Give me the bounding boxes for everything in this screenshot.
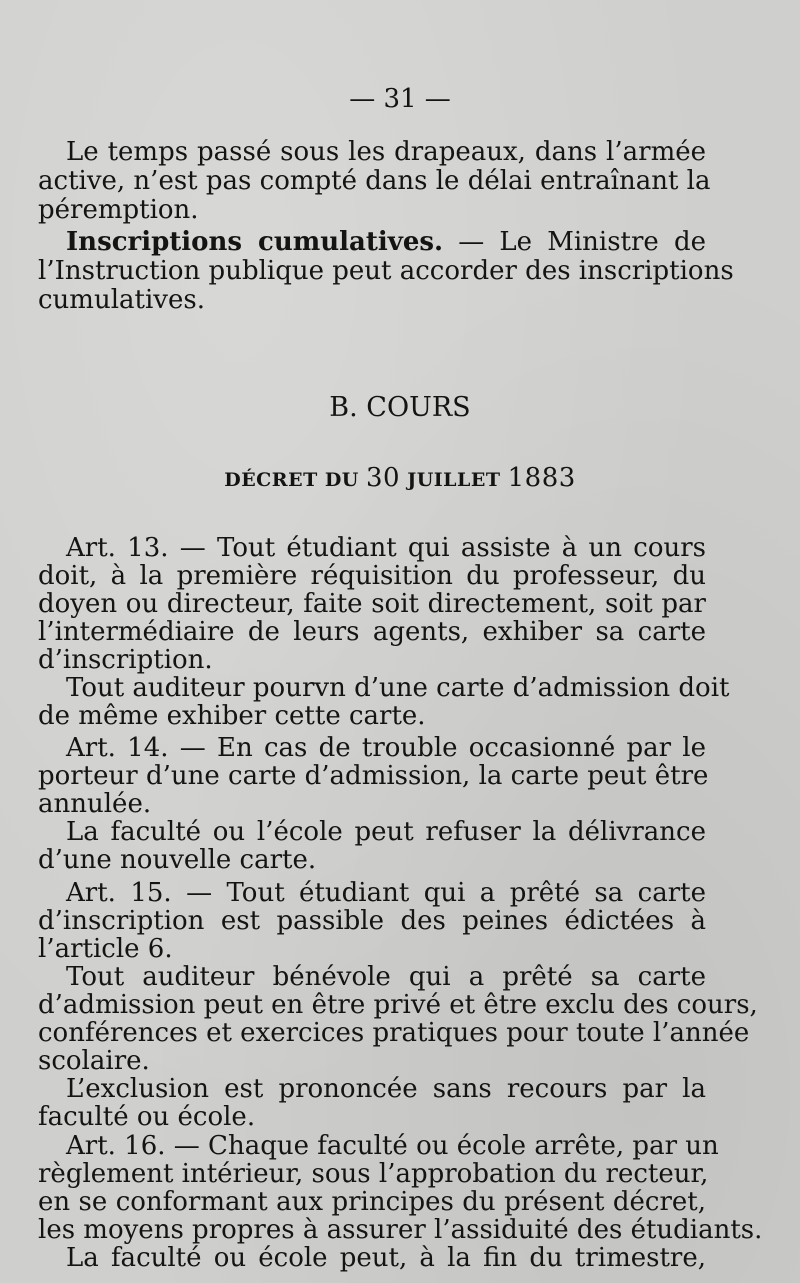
paragraph-heading-line [66, 227, 706, 257]
text-line: l’Instruction publique peut accorder des inscriptions [38, 256, 734, 286]
text-line: règlement intérieur, sous l’approbation du recteur, [38, 1159, 709, 1189]
page-number: — 31 — [349, 84, 451, 114]
decree-month: JUILLET [400, 469, 508, 491]
text-line: Art. 13. — Tout étudiant qui assiste à un cours [66, 533, 706, 563]
text-line: l’article 6. [38, 934, 173, 964]
text-line: doyen ou directeur, faite soit directement, soit par [38, 589, 706, 619]
text-line: Tout auditeur pourvn d’une carte d’admission doit [66, 673, 730, 703]
text-line: d’une nouvelle carte. [38, 845, 317, 875]
text-line: en se conformant aux principes du présent décret, [38, 1187, 706, 1217]
text-line: d’inscription. [38, 645, 213, 675]
text-line: La faculté ou école peut, à la fin du trimestre, [66, 1243, 706, 1273]
text-line: active, n’est pas compté dans le délai entraînant la [38, 166, 711, 196]
text-line: d’admission peut en être privé et être exclu des cours, [38, 990, 758, 1020]
text-line: scolaire. [38, 1046, 150, 1076]
text-line: Art. 16. — Chaque faculté ou école arrête, par un [66, 1131, 719, 1161]
text-line: Tout auditeur bénévole qui a prêté sa carte [66, 962, 706, 992]
text-line: l’intermédiaire de leurs agents, exhiber sa carte [38, 617, 706, 647]
text-line: porteur d’une carte d’admission, la carte peut être [38, 761, 709, 791]
decree-day: 30 [366, 463, 401, 493]
decree-heading [0, 463, 800, 495]
decree-year: 1883 [507, 463, 576, 493]
text-line: péremption. [38, 195, 199, 225]
text-line: cumulatives. [38, 285, 205, 315]
text-line: Art. 14. — En cas de trouble occasionné par le [66, 733, 706, 763]
text-line: annulée. [38, 789, 152, 819]
text-line: La faculté ou l’école peut refuser la délivrance [66, 817, 706, 847]
text-line: Le temps passé sous les drapeaux, dans l’armée [66, 137, 706, 167]
decree-prefix: DÉCRET DU [224, 469, 366, 491]
text-line: L’exclusion est prononcée sans recours par la [66, 1074, 706, 1104]
text-line: doit, à la première réquisition du professeur, du [38, 561, 706, 591]
text-line: conférences et exercices pratiques pour toute l’année [38, 1018, 750, 1048]
inscriptions-heading: Inscriptions cumulatives. [66, 227, 444, 257]
text-line: les moyens propres à assurer l’assiduité des étudiants. [38, 1215, 763, 1245]
text-span: — Le Ministre de [443, 227, 706, 257]
text-line: d’inscription est passible des peines édictées à [38, 906, 706, 936]
text-line: faculté ou école. [38, 1102, 256, 1132]
section-title: B. COURS [329, 392, 471, 423]
text-line: de même exhiber cette carte. [38, 701, 426, 731]
text-line: Art. 15. — Tout étudiant qui a prêté sa carte [66, 878, 706, 908]
